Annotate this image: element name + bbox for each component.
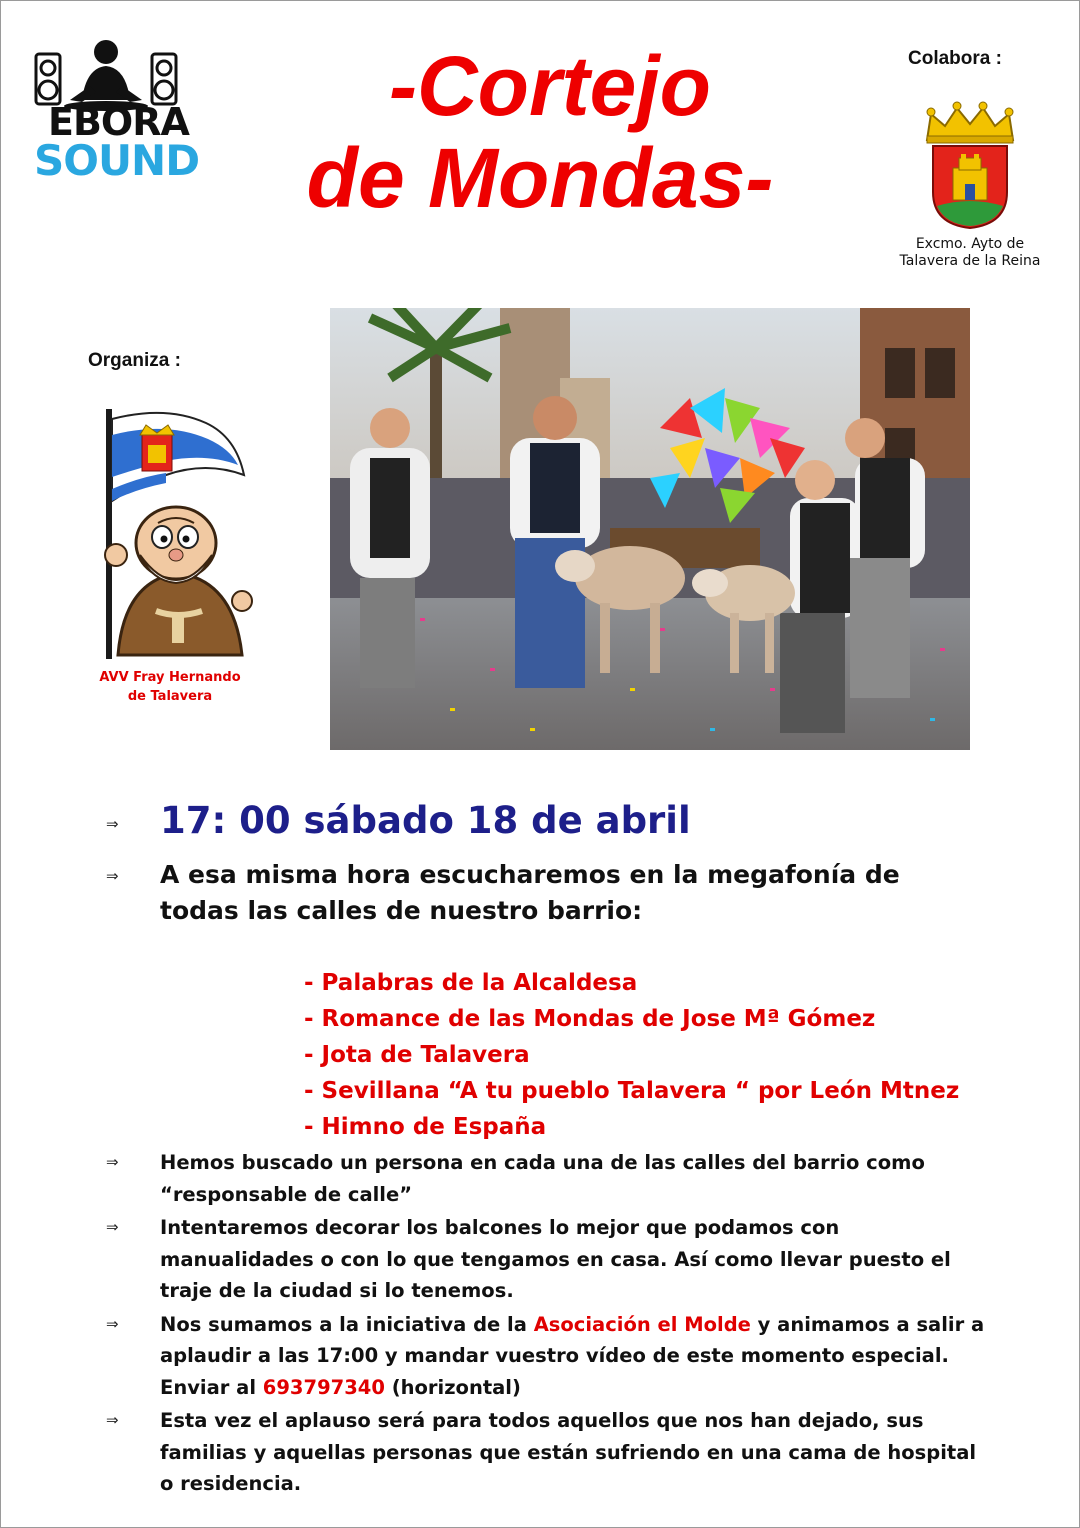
title-line-2: de Mondas- (306, 131, 774, 225)
ebora-sound-logo (30, 36, 200, 185)
avv-line-1: AVV Fray Hernando (99, 670, 241, 685)
event-date-item (106, 795, 986, 847)
event-details (106, 795, 986, 1500)
title-line-1: -Cortejo (389, 39, 711, 133)
arrow-icon: ⇒ (106, 1153, 119, 1171)
fray-hernando-mascot-icon (96, 405, 261, 665)
program-item: - Palabras de la Alcaldesa (304, 970, 638, 996)
colabora-label: Colabora : (908, 48, 1002, 69)
ayuntamiento-caption (880, 236, 1060, 270)
arrow-icon: ⇒ (106, 1314, 119, 1333)
decorar-item (106, 1212, 986, 1307)
aplauso-item (106, 1405, 986, 1500)
phone-number: 693797340 (262, 1375, 385, 1399)
program-item: - Himno de España (304, 1114, 547, 1140)
ebora-wordmark: EBORA (48, 100, 189, 144)
asociacion-name: Asociación el Molde (533, 1312, 751, 1336)
avv-line-2: de Talavera (127, 689, 213, 704)
sumamos-text-b: y animamos a salir a aplaudir a las 17:00 y mandar vuestro vídeo de este momento especial. Enviar al (160, 1312, 985, 1399)
ayto-line-1: Excmo. Ayto de (915, 236, 1025, 252)
arrow-icon: ⇒ (106, 1411, 119, 1429)
sumamos-text-a: Nos sumamos a la iniciativa de la (160, 1312, 534, 1336)
avv-caption (90, 668, 250, 706)
program-item: - Sevillana “A tu pueblo Talavera “ por León Mtnez (304, 1078, 960, 1104)
ayto-line-2: Talavera de la Reina (899, 253, 1041, 269)
responsable-item (106, 1147, 986, 1210)
organiza-label: Organiza : (88, 350, 181, 371)
megafonia-item (106, 857, 986, 929)
aplauso-text: Esta vez el aplauso será para todos aquellos que nos han dejado, sus familias y aquellas personas que están sufriendo en una cama de hospital o residencia. (160, 1409, 977, 1495)
megafonia-text: A esa misma hora escucharemos en la megafonía de todas las calles de nuestro barrio: (160, 860, 900, 925)
page-title (220, 39, 860, 225)
arrow-icon: ⇒ (106, 1218, 119, 1236)
arrow-icon: ⇒ (106, 815, 119, 833)
talavera-coat-of-arms-icon (915, 100, 1025, 230)
responsable-text: Hemos buscado un persona en cada una de las calles del barrio como “responsable de calle” (160, 1151, 925, 1206)
program-list (304, 965, 986, 1145)
arrow-icon: ⇒ (106, 867, 119, 885)
mondas-parade-photo (330, 308, 970, 750)
event-date: 17: 00 sábado 18 de abril (160, 799, 691, 842)
decorar-text: Intentaremos decorar los balcones lo mejor que podamos con manualidades o con lo que tengamos en casa. Así como llevar puesto el traje de la ciudad si lo tenemos. (160, 1216, 951, 1302)
aplauso-iniciativa-item (106, 1309, 986, 1404)
sumamos-text-c: (horizontal) (384, 1375, 521, 1399)
sound-wordmark: SOUND (34, 136, 200, 185)
program-item: - Romance de las Mondas de Jose Mª Gómez (304, 1006, 876, 1032)
program-item: - Jota de Talavera (304, 1042, 530, 1068)
